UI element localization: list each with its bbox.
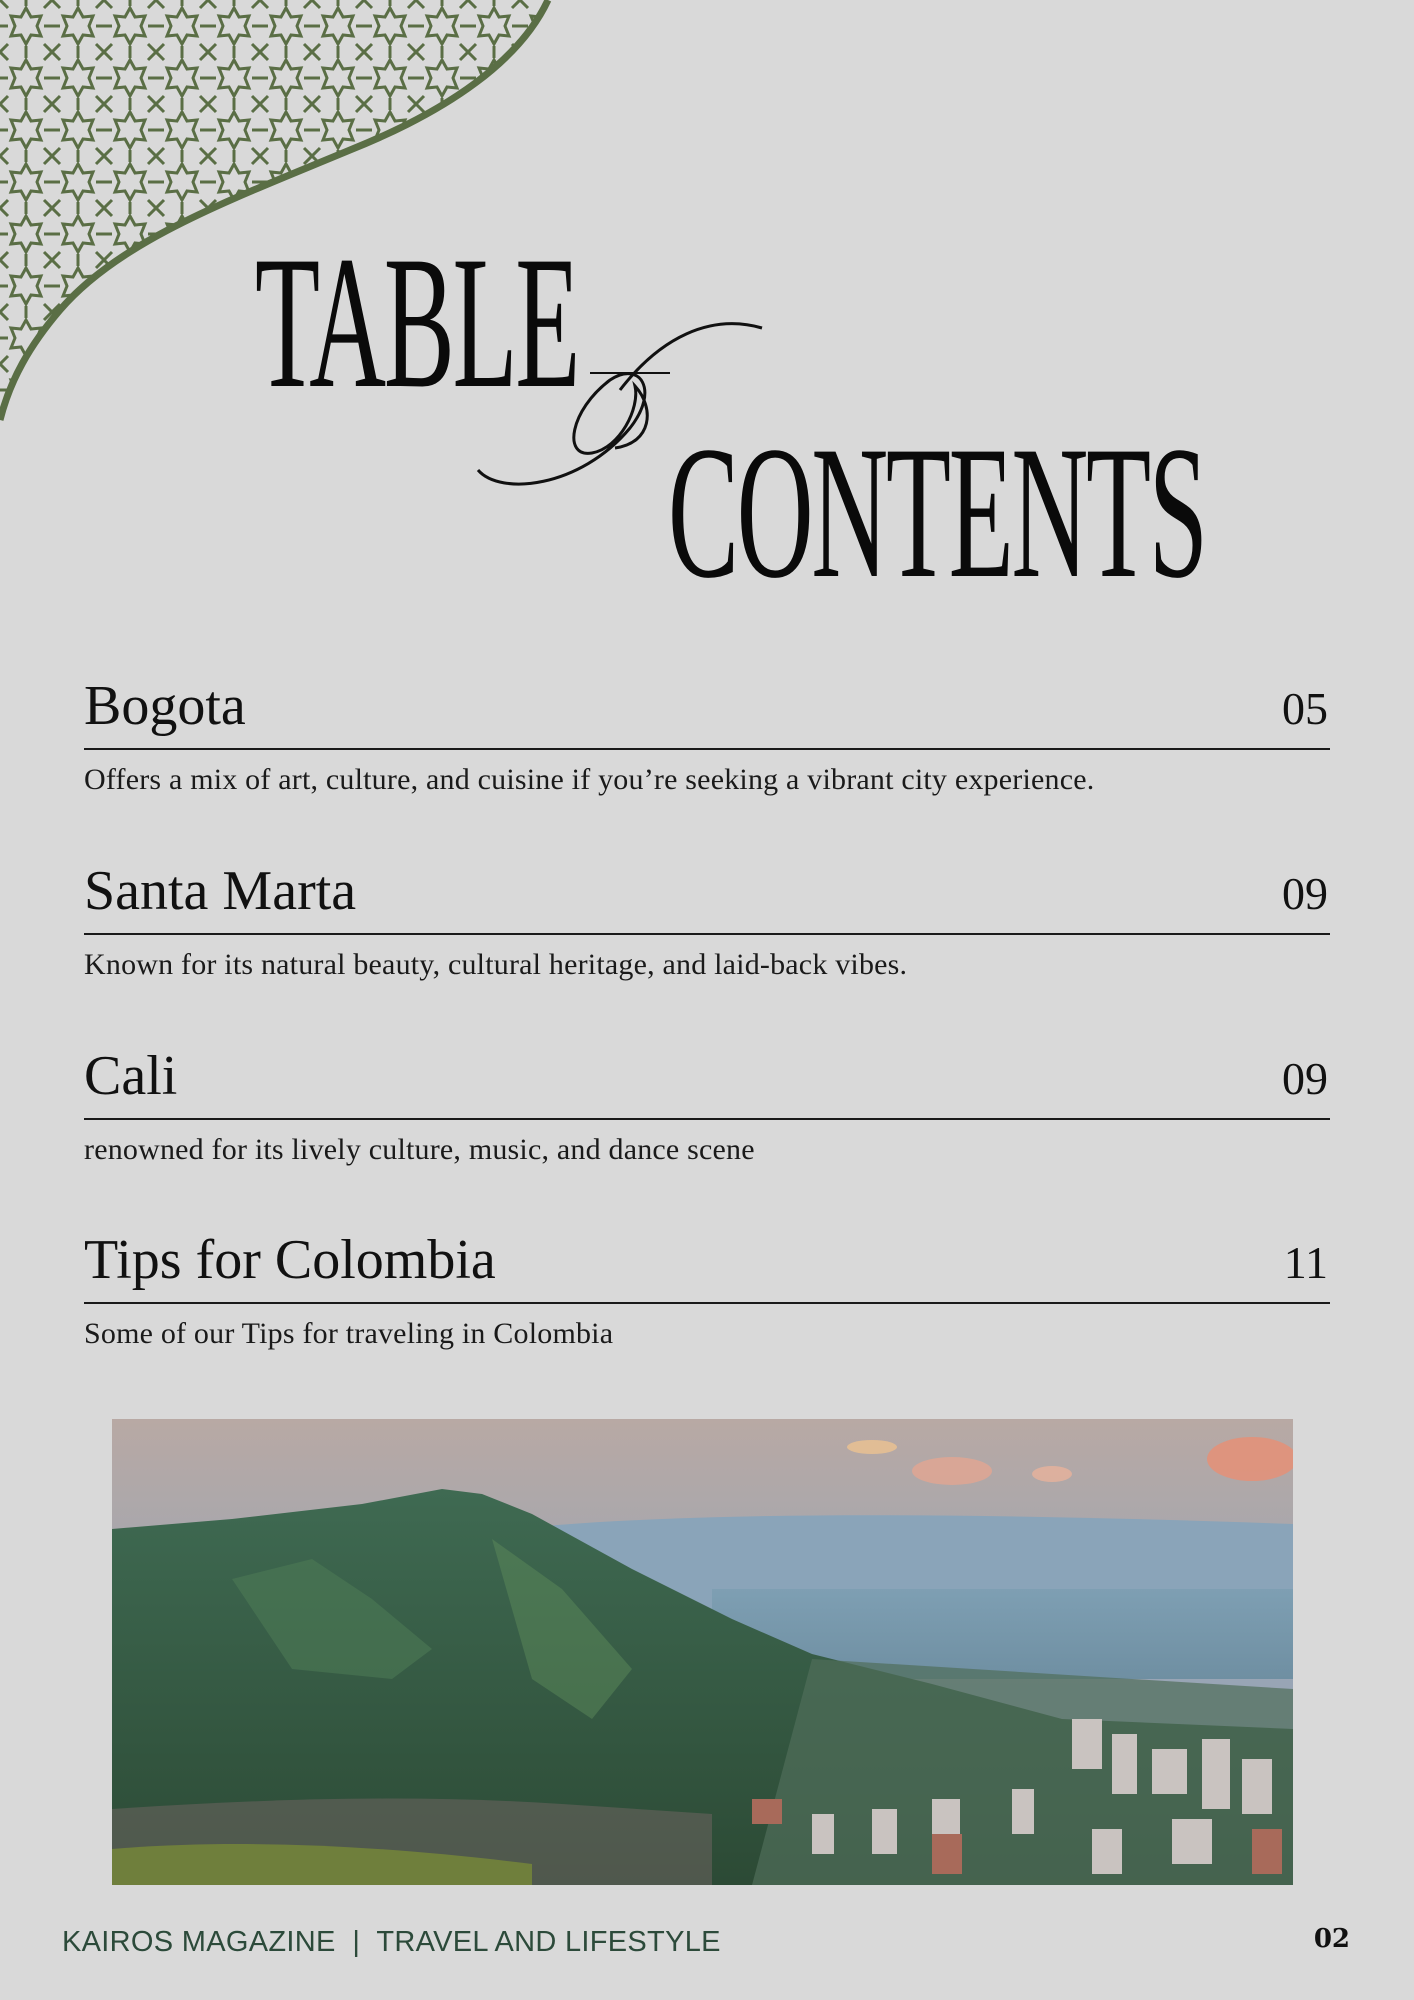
toc-entry-title: Cali [84, 1045, 178, 1107]
title-table: TABLE [255, 218, 579, 428]
toc-entry-title: Tips for Colombia [84, 1229, 496, 1291]
toc-entry[interactable] [84, 660, 1330, 798]
landscape-photo [112, 1419, 1293, 1885]
toc-entry-header [84, 845, 1330, 935]
toc-entry-description: Offers a mix of art, culture, and cuisine if you’re seeking a vibrant city experience. [84, 763, 1095, 796]
toc-entry[interactable] [84, 1030, 1330, 1168]
toc-entry-page: 09 [1282, 868, 1328, 919]
footer-page-number: 02 [1313, 1924, 1350, 1954]
toc-entry-page: 05 [1282, 683, 1328, 734]
toc-entry-header [84, 660, 1330, 750]
toc-entry-header [84, 1030, 1330, 1120]
toc-entry-description: Known for its natural beauty, cultural heritage, and laid-back vibes. [84, 948, 908, 981]
toc-entry[interactable] [84, 1214, 1330, 1352]
toc-entry-description: renowned for its lively culture, music, and dance scene [84, 1133, 755, 1166]
toc-entry[interactable] [84, 845, 1330, 983]
footer-publication: KAIROS MAGAZINE | TRAVEL AND LIFESTYLE [62, 1926, 721, 1958]
toc-entry-title: Bogota [84, 675, 246, 737]
toc-entry-header [84, 1214, 1330, 1304]
toc-entry-title: Santa Marta [84, 860, 357, 922]
title-contents: CONTENTS [668, 408, 1206, 618]
toc-entry-description: Some of our Tips for traveling in Colombia [84, 1317, 614, 1350]
toc-entry-page: 11 [1283, 1237, 1328, 1288]
toc-entry-page: 09 [1282, 1053, 1328, 1104]
